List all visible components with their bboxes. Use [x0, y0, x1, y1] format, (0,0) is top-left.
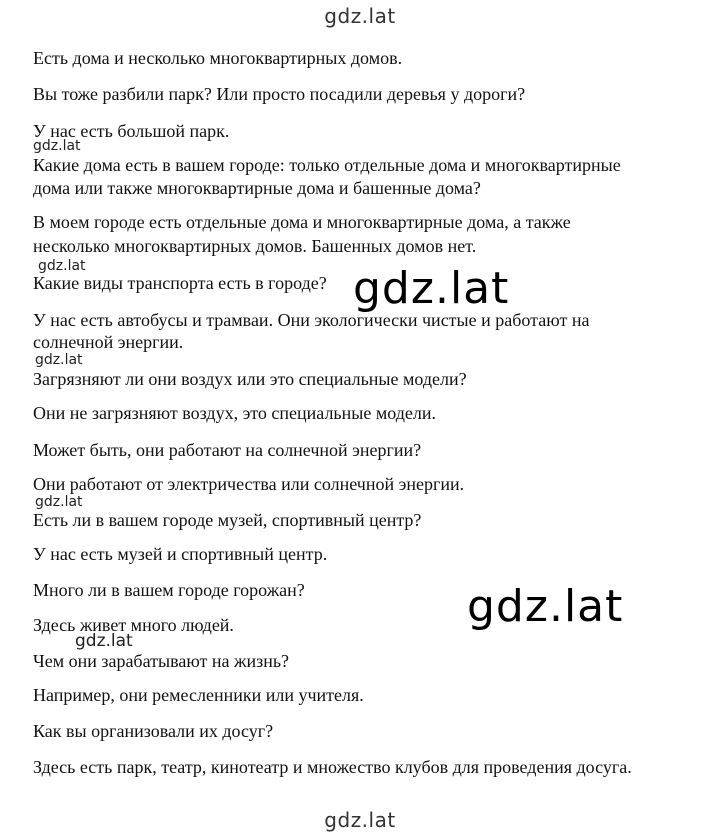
text-line: Какие дома есть в вашем городе: только отдельные дома и многоквартирные [33, 155, 621, 175]
watermark-large: gdz.lat [467, 581, 624, 632]
text-line: У нас есть музей и спортивный центр. [33, 544, 328, 564]
text-line: Например, они ремесленники или учителя. [33, 685, 364, 705]
text-line: Много ли в вашем городе горожан? [33, 580, 305, 600]
text-line: Загрязняют ли они воздух или это специальные модели? [33, 369, 467, 389]
text-line: Здесь есть парк, театр, кинотеатр и множество клубов для проведения досуга. [33, 757, 632, 777]
watermark-bottom: gdz.lat [324, 808, 396, 832]
text-line: дома или также многоквартирные дома и башенные дома? [33, 178, 481, 198]
text-line: Чем они зарабатывают на жизнь? [33, 651, 290, 671]
text-line: Здесь живет много людей. [33, 615, 234, 635]
text-line: У нас есть большой парк. [33, 121, 230, 141]
text-line: несколько многоквартирных домов. Башенных домов нет. [33, 236, 477, 256]
watermark-small: gdz.lat [35, 494, 83, 510]
text-line: Может быть, они работают на солнечной энергии? [33, 440, 422, 460]
watermark-small: gdz.lat [38, 258, 86, 274]
text-line: Они работают от электричества или солнечной энергии. [33, 474, 465, 494]
text-line: Какие виды транспорта есть в городе? [33, 273, 327, 293]
watermark-small: gdz.lat [33, 138, 81, 154]
text-line: солнечной энергии. [33, 332, 184, 352]
watermark-small: gdz.lat [75, 631, 133, 651]
watermark-large: gdz.lat [353, 263, 510, 314]
text-line: Есть ли в вашем городе музей, спортивный центр? [33, 510, 422, 530]
text-line: Они не загрязняют воздух, это специальные модели. [33, 403, 436, 423]
watermark-top: gdz.lat [324, 4, 396, 28]
text-line: Как вы организовали их досуг? [33, 721, 274, 741]
watermark-small: gdz.lat [35, 352, 83, 368]
text-line: Вы тоже разбили парк? Или просто посадили деревья у дороги? [33, 84, 526, 104]
text-line: У нас есть автобусы и трамваи. Они экологически чистые и работают на [33, 310, 590, 330]
text-line: Есть дома и несколько многоквартирных домов. [33, 48, 403, 68]
text-line: В моем городе есть отдельные дома и многоквартирные дома, а также [33, 212, 571, 232]
